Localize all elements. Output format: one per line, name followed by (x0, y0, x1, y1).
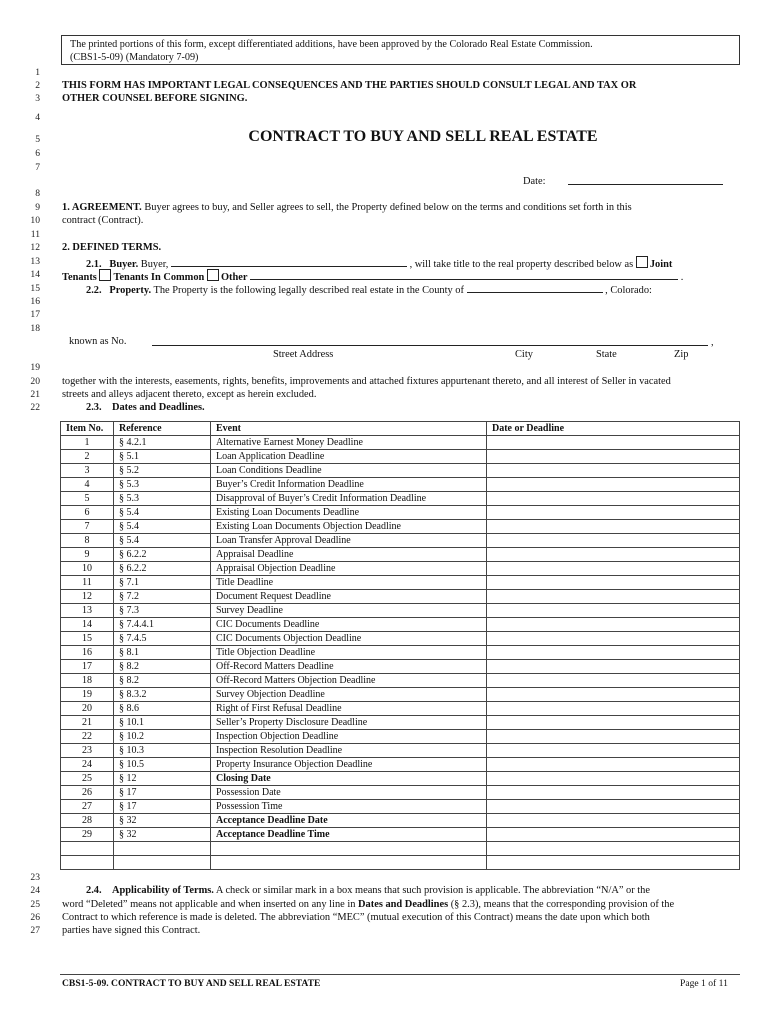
s23-num: 2.3. (86, 402, 102, 413)
applicability-line-3: Contract to which reference is made is deleted. The abbreviation “MEC” (mutual execution of this Contract) means the date upon which both (62, 912, 650, 923)
s21-label: Buyer. (109, 259, 139, 270)
date-deadline-cell[interactable] (487, 632, 740, 646)
item-no-cell: 18 (61, 674, 114, 688)
table-row (61, 744, 740, 758)
table-row (61, 856, 740, 870)
table-row (61, 520, 740, 534)
line-number: 2 (35, 80, 40, 91)
defined-terms-heading: 2. DEFINED TERMS. (62, 242, 162, 253)
reference-cell: § 12 (114, 772, 211, 786)
line-number: 17 (30, 309, 40, 320)
event-cell: Disapproval of Buyer’s Credit Information Deadline (211, 492, 487, 506)
line-number: 8 (35, 188, 40, 199)
table-row (61, 618, 740, 632)
reference-cell: § 6.2.2 (114, 548, 211, 562)
line-number: 20 (30, 376, 40, 387)
date-label: Date: (523, 176, 546, 187)
line-number: 26 (30, 912, 40, 923)
date-deadline-cell[interactable] (487, 464, 740, 478)
event-cell: Buyer’s Credit Information Deadline (211, 478, 487, 492)
date-deadline-cell[interactable] (487, 786, 740, 800)
table-row (61, 758, 740, 772)
together-text-1: together with the interests, easements, rights, benefits, improvements and attached fixtures appurtenant thereto, and all interest of Seller in vacated (62, 376, 671, 387)
other-field[interactable] (250, 270, 678, 280)
event-cell (211, 856, 487, 870)
event-cell: CIC Documents Objection Deadline (211, 632, 487, 646)
item-no-cell: 17 (61, 660, 114, 674)
item-no-cell: 7 (61, 520, 114, 534)
item-no-cell: 5 (61, 492, 114, 506)
event-cell: Acceptance Deadline Date (211, 814, 487, 828)
date-deadline-cell[interactable] (487, 744, 740, 758)
s24-num: 2.4. (86, 885, 102, 896)
date-deadline-cell[interactable] (487, 506, 740, 520)
event-cell: Off-Record Matters Objection Deadline (211, 674, 487, 688)
reference-cell: § 5.1 (114, 450, 211, 464)
tenants-in-common-checkbox[interactable] (99, 269, 111, 281)
date-field[interactable] (568, 175, 723, 185)
street-address-label: Street Address (273, 349, 334, 360)
address-field[interactable] (152, 336, 708, 346)
applicability-line-4: parties have signed this Contract. (62, 925, 201, 936)
event-cell: Off-Record Matters Deadline (211, 660, 487, 674)
item-no-cell: 19 (61, 688, 114, 702)
table-row (61, 506, 740, 520)
buyer-name-field[interactable] (171, 257, 407, 267)
notice-line-2: (CBS1-5-09) (Mandatory 7-09) (70, 52, 199, 63)
reference-cell: § 10.1 (114, 716, 211, 730)
reference-cell: § 32 (114, 814, 211, 828)
line-number: 27 (30, 925, 40, 936)
item-no-cell: 25 (61, 772, 114, 786)
document-title: CONTRACT TO BUY AND SELL REAL ESTATE (248, 128, 598, 145)
line-number: 12 (30, 242, 40, 253)
agreement-text-2: contract (Contract). (62, 215, 144, 226)
event-cell: Loan Conditions Deadline (211, 464, 487, 478)
state-label: State (596, 349, 617, 360)
s23-label: Dates and Deadlines. (111, 402, 205, 413)
table-row (61, 562, 740, 576)
reference-cell: § 5.4 (114, 520, 211, 534)
line-number: 7 (35, 162, 40, 173)
date-deadline-cell[interactable] (487, 660, 740, 674)
reference-cell: § 8.2 (114, 674, 211, 688)
date-deadline-cell[interactable] (487, 828, 740, 842)
line-number: 14 (30, 269, 40, 280)
line-number: 23 (30, 872, 40, 883)
other-checkbox[interactable] (207, 269, 219, 281)
item-no-cell: 22 (61, 730, 114, 744)
s21-buyer: Buyer, (140, 259, 169, 270)
tenancy-line (62, 269, 683, 283)
item-no-cell: 24 (61, 758, 114, 772)
event-cell: Inspection Objection Deadline (211, 730, 487, 744)
table-row (61, 450, 740, 464)
item-no-cell: 23 (61, 744, 114, 758)
header-event: Event (211, 422, 487, 436)
header-date-deadline: Date or Deadline (487, 422, 740, 436)
date-deadline-cell[interactable] (487, 492, 740, 506)
item-no-cell: 16 (61, 646, 114, 660)
header-reference: Reference (114, 422, 211, 436)
line-number: 3 (35, 93, 40, 104)
legal-warning-line-2: OTHER COUNSEL BEFORE SIGNING. (62, 93, 248, 104)
together-text-2: streets and alleys adjacent thereto, except as herein excluded. (62, 389, 317, 400)
table-row (61, 730, 740, 744)
date-deadline-cell[interactable] (487, 520, 740, 534)
legal-warning-line-1: THIS FORM HAS IMPORTANT LEGAL CONSEQUENCES AND THE PARTIES SHOULD CONSULT LEGAL AND TAX OR (62, 80, 637, 91)
tenants-in-common-label: Tenants In Common (113, 272, 205, 283)
agreement-text-1: Buyer agrees to buy, and Seller agrees to sell, the Property defined below on the terms and conditions set forth in this (144, 202, 632, 213)
date-deadline-cell[interactable] (487, 604, 740, 618)
table-row (61, 800, 740, 814)
reference-cell: § 17 (114, 786, 211, 800)
tenants-label: Tenants (62, 272, 97, 283)
zip-label: Zip (674, 349, 689, 360)
date-deadline-cell[interactable] (487, 618, 740, 632)
event-cell: Existing Loan Documents Objection Deadline (211, 520, 487, 534)
line-number: 11 (30, 229, 40, 240)
notice-line-1: The printed portions of this form, except differentiated additions, have been approved by the Colorado Real Estate Commission. (70, 39, 593, 50)
table-row (61, 772, 740, 786)
known-as-label: known as No. (69, 336, 127, 347)
table-row (61, 786, 740, 800)
item-no-cell: 26 (61, 786, 114, 800)
event-cell: Acceptance Deadline Time (211, 828, 487, 842)
table-row (61, 576, 740, 590)
event-cell (211, 842, 487, 856)
table-row (61, 660, 740, 674)
item-no-cell: 28 (61, 814, 114, 828)
reference-cell: § 5.3 (114, 478, 211, 492)
s24-text-1: A check or similar mark in a box means that such provision is applicable. The abbreviation “N/A” or the (215, 885, 650, 896)
dates-deadlines-heading (86, 402, 205, 413)
line-number: 18 (30, 323, 40, 334)
reference-cell: § 17 (114, 800, 211, 814)
s24-label: Applicability of Terms. (111, 885, 214, 896)
item-no-cell: 3 (61, 464, 114, 478)
event-cell: Survey Objection Deadline (211, 688, 487, 702)
date-deadline-cell[interactable] (487, 450, 740, 464)
table-row (61, 674, 740, 688)
s22-label: Property. (109, 285, 152, 296)
item-no-cell: 14 (61, 618, 114, 632)
event-cell: Loan Transfer Approval Deadline (211, 534, 487, 548)
reference-cell: § 5.4 (114, 534, 211, 548)
line-number: 4 (35, 112, 40, 123)
table-row (61, 436, 740, 450)
line-number: 1 (35, 67, 40, 78)
item-no-cell: 6 (61, 506, 114, 520)
item-no-cell: 21 (61, 716, 114, 730)
item-no-cell: 13 (61, 604, 114, 618)
item-no-cell: 12 (61, 590, 114, 604)
agreement-heading: 1. AGREEMENT. (62, 202, 142, 213)
item-no-cell: 4 (61, 478, 114, 492)
s22-text: The Property is the following legally described real estate in the County of (153, 285, 464, 296)
table-row (61, 702, 740, 716)
table-header-row (61, 422, 740, 436)
reference-cell: § 5.3 (114, 492, 211, 506)
table-row (61, 646, 740, 660)
agreement-line-1 (62, 202, 632, 213)
item-no-cell: 20 (61, 702, 114, 716)
date-deadline-cell[interactable] (487, 548, 740, 562)
reference-cell: § 10.5 (114, 758, 211, 772)
footer-page-number: Page 1 of 11 (680, 978, 728, 989)
reference-cell: § 8.6 (114, 702, 211, 716)
date-deadline-cell[interactable] (487, 716, 740, 730)
event-cell: Property Insurance Objection Deadline (211, 758, 487, 772)
event-cell: Title Objection Deadline (211, 646, 487, 660)
event-cell: Document Request Deadline (211, 590, 487, 604)
event-cell: Loan Application Deadline (211, 450, 487, 464)
event-cell: CIC Documents Deadline (211, 618, 487, 632)
applicability-line-2 (62, 899, 674, 910)
date-deadline-cell[interactable] (487, 646, 740, 660)
event-cell: Alternative Earnest Money Deadline (211, 436, 487, 450)
date-deadline-cell[interactable] (487, 674, 740, 688)
date-deadline-cell[interactable] (487, 478, 740, 492)
joint-label: Joint (649, 259, 673, 270)
reference-cell: § 10.3 (114, 744, 211, 758)
table-row (61, 534, 740, 548)
reference-cell: § 7.4.4.1 (114, 618, 211, 632)
reference-cell: § 7.2 (114, 590, 211, 604)
reference-cell (114, 842, 211, 856)
date-deadline-cell[interactable] (487, 534, 740, 548)
table-row (61, 464, 740, 478)
period: . (680, 272, 684, 283)
s24-text-2b: Dates and Deadlines (358, 899, 449, 910)
line-number: 22 (30, 402, 40, 413)
item-no-cell: 27 (61, 800, 114, 814)
table-row (61, 548, 740, 562)
s22-colorado: , Colorado: (605, 285, 652, 296)
footer-form-name: CBS1-5-09. CONTRACT TO BUY AND SELL REAL ESTATE (62, 978, 321, 989)
date-deadline-cell[interactable] (487, 702, 740, 716)
reference-cell: § 4.2.1 (114, 436, 211, 450)
reference-cell: § 8.2 (114, 660, 211, 674)
date-deadline-cell[interactable] (487, 772, 740, 786)
item-no-cell: 11 (61, 576, 114, 590)
table-row (61, 716, 740, 730)
line-number: 21 (30, 389, 40, 400)
item-no-cell (61, 842, 114, 856)
date-deadline-cell[interactable] (487, 842, 740, 856)
event-cell: Seller’s Property Disclosure Deadline (211, 716, 487, 730)
s24-text-2a: word “Deleted” means not applicable and when inserted on any line in (62, 899, 356, 910)
item-no-cell: 29 (61, 828, 114, 842)
s22-num: 2.2. (86, 285, 102, 296)
date-deadline-cell[interactable] (487, 436, 740, 450)
reference-cell: § 7.3 (114, 604, 211, 618)
address-comma: , (711, 337, 714, 348)
item-no-cell: 1 (61, 436, 114, 450)
s21-num: 2.1. (86, 259, 102, 270)
item-no-cell: 2 (61, 450, 114, 464)
item-no-cell: 9 (61, 548, 114, 562)
event-cell: Closing Date (211, 772, 487, 786)
event-cell: Existing Loan Documents Deadline (211, 506, 487, 520)
table-row (61, 632, 740, 646)
item-no-cell (61, 856, 114, 870)
header-item-no: Item No. (61, 422, 114, 436)
event-cell: Right of First Refusal Deadline (211, 702, 487, 716)
item-no-cell: 15 (61, 632, 114, 646)
table-row (61, 842, 740, 856)
table-row (61, 604, 740, 618)
date-deadline-cell[interactable] (487, 688, 740, 702)
line-number: 10 (30, 215, 40, 226)
line-number: 5 (35, 134, 40, 145)
reference-cell: § 32 (114, 828, 211, 842)
line-number: 13 (30, 256, 40, 267)
event-cell: Possession Date (211, 786, 487, 800)
reference-cell: § 6.2.2 (114, 562, 211, 576)
s24-text-2c: (§ 2.3), means that the corresponding provision of the (450, 899, 675, 910)
event-cell: Appraisal Deadline (211, 548, 487, 562)
table-row (61, 590, 740, 604)
county-field[interactable] (467, 283, 603, 293)
reference-cell: § 10.2 (114, 730, 211, 744)
date-deadline-cell[interactable] (487, 730, 740, 744)
city-label: City (515, 349, 533, 360)
date-deadline-cell[interactable] (487, 562, 740, 576)
date-deadline-cell[interactable] (487, 814, 740, 828)
table-row (61, 478, 740, 492)
reference-cell: § 8.1 (114, 646, 211, 660)
s21-title-text: , will take title to the real property described below as (409, 259, 634, 270)
item-no-cell: 8 (61, 534, 114, 548)
line-number: 9 (35, 202, 40, 213)
event-cell: Inspection Resolution Deadline (211, 744, 487, 758)
line-number: 19 (30, 362, 40, 373)
reference-cell: § 5.2 (114, 464, 211, 478)
line-number: 16 (30, 296, 40, 307)
reference-cell: § 8.3.2 (114, 688, 211, 702)
reference-cell: § 7.4.5 (114, 632, 211, 646)
line-number: 15 (30, 283, 40, 294)
event-cell: Survey Deadline (211, 604, 487, 618)
joint-tenants-checkbox[interactable] (636, 256, 648, 268)
table-row (61, 492, 740, 506)
date-deadline-cell[interactable] (487, 758, 740, 772)
applicability-line-1 (86, 885, 650, 896)
date-deadline-cell[interactable] (487, 576, 740, 590)
line-number: 6 (35, 148, 40, 159)
event-cell: Title Deadline (211, 576, 487, 590)
date-deadline-cell[interactable] (487, 800, 740, 814)
table-row (61, 814, 740, 828)
date-deadline-cell[interactable] (487, 590, 740, 604)
footer-rule (60, 974, 740, 975)
event-cell: Possession Time (211, 800, 487, 814)
property-line (86, 283, 652, 296)
approval-notice (61, 35, 740, 65)
dates-deadlines-table (60, 421, 740, 870)
line-number: 25 (30, 899, 40, 910)
item-no-cell: 10 (61, 562, 114, 576)
line-number: 24 (30, 885, 40, 896)
event-cell: Appraisal Objection Deadline (211, 562, 487, 576)
date-deadline-cell[interactable] (487, 856, 740, 870)
reference-cell: § 7.1 (114, 576, 211, 590)
reference-cell: § 5.4 (114, 506, 211, 520)
table-row (61, 828, 740, 842)
other-label: Other (220, 272, 248, 283)
table-row (61, 688, 740, 702)
reference-cell (114, 856, 211, 870)
buyer-line (86, 256, 672, 270)
